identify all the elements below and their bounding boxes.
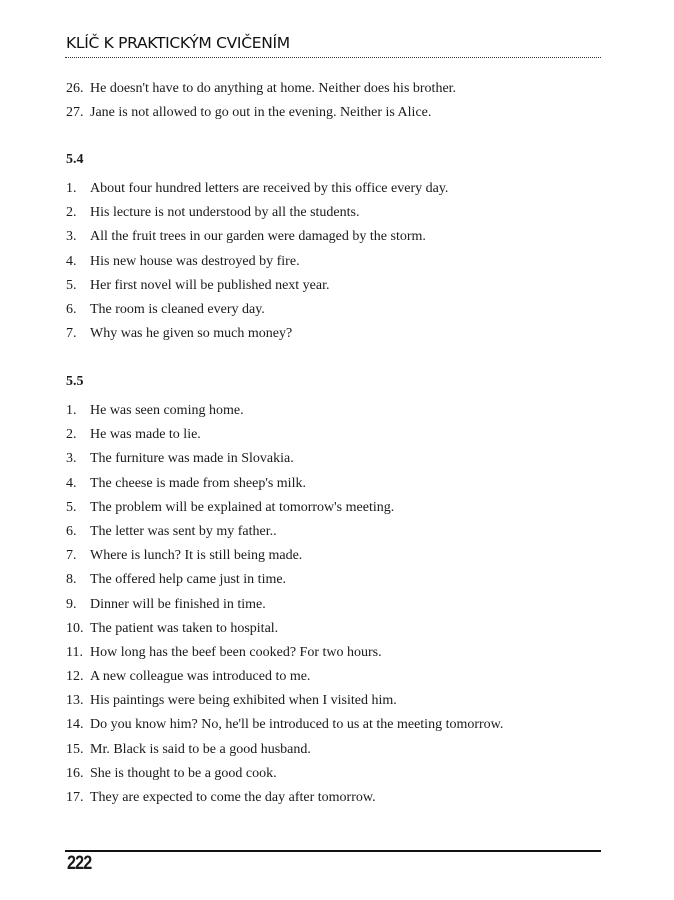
item-text: Mr. Black is said to be a good husband. xyxy=(90,741,311,757)
list-item xyxy=(66,101,456,125)
item-text: About four hundred letters are received by this office every day. xyxy=(90,181,449,196)
list-item xyxy=(66,472,503,496)
list-item xyxy=(66,617,503,641)
item-text: All the fruit trees in our garden were damaged by the storm. xyxy=(90,229,426,245)
item-number: 12. xyxy=(66,669,84,685)
list-item xyxy=(66,713,503,737)
item-number: 7. xyxy=(66,548,77,564)
section-title: 5.4 xyxy=(66,152,84,167)
item-text: The letter was sent by my father.. xyxy=(90,523,277,539)
item-number: 2. xyxy=(66,427,77,443)
section-list xyxy=(66,399,503,810)
item-number: 14. xyxy=(66,717,84,733)
item-number: 6. xyxy=(66,523,77,539)
list-item xyxy=(66,423,503,447)
list-item xyxy=(66,250,448,274)
item-number: 17. xyxy=(66,790,84,805)
list-item xyxy=(66,201,448,225)
item-text: Dinner will be finished in time. xyxy=(90,596,266,612)
intro-list xyxy=(66,77,456,125)
list-item xyxy=(66,496,503,520)
item-number: 27. xyxy=(66,105,84,121)
item-number: 7. xyxy=(66,326,77,342)
item-number: 1. xyxy=(66,181,77,196)
list-item xyxy=(66,447,503,471)
list-item xyxy=(66,593,503,617)
list-item xyxy=(66,641,503,665)
item-text: His paintings were being exhibited when I visited him. xyxy=(90,693,397,709)
item-text: Why was he given so much money? xyxy=(90,326,293,342)
page-number: 222 xyxy=(67,853,92,874)
item-number: 4. xyxy=(66,253,77,269)
list-item xyxy=(66,225,448,249)
item-number: 16. xyxy=(66,765,84,781)
item-text: The problem will be explained at tomorrow's meeting. xyxy=(90,499,395,515)
list-item xyxy=(66,322,448,346)
item-text: He was seen coming home. xyxy=(90,403,244,418)
list-item xyxy=(66,689,503,713)
item-text: How long has the beef been cooked? For two hours. xyxy=(90,644,382,660)
item-number: 10. xyxy=(66,620,84,636)
list-item xyxy=(66,298,448,322)
list-item xyxy=(66,544,503,568)
item-number: 4. xyxy=(66,475,77,491)
item-number: 15. xyxy=(66,741,84,757)
item-number: 3. xyxy=(66,451,77,467)
running-header: KLÍČ K PRAKTICKÝM CVIČENÍM xyxy=(66,34,290,52)
list-item xyxy=(66,274,448,298)
item-number: 2. xyxy=(66,205,77,221)
item-number: 5. xyxy=(66,499,77,515)
list-item xyxy=(66,399,503,423)
list-item xyxy=(66,665,503,689)
item-number: 26. xyxy=(66,81,84,96)
item-text: A new colleague was introduced to me. xyxy=(90,669,311,685)
item-text: Her first novel will be published next year. xyxy=(90,277,330,293)
item-text: He doesn't have to do anything at home. Neither does his brother. xyxy=(90,81,457,96)
header-dotted-divider xyxy=(65,57,601,58)
list-item xyxy=(66,738,503,762)
list-item xyxy=(66,786,503,810)
item-text: She is thought to be a good cook. xyxy=(90,765,277,781)
item-text: The furniture was made in Slovakia. xyxy=(90,451,294,467)
section-list xyxy=(66,177,448,346)
item-number: 6. xyxy=(66,301,77,317)
item-number: 5. xyxy=(66,277,77,293)
item-text: The cheese is made from sheep's milk. xyxy=(90,475,306,491)
item-text: His new house was destroyed by fire. xyxy=(90,253,300,269)
item-text: He was made to lie. xyxy=(90,427,201,443)
list-item xyxy=(66,77,456,101)
item-text: The patient was taken to hospital. xyxy=(90,620,279,636)
item-text: The room is cleaned every day. xyxy=(90,301,265,317)
item-text: Jane is not allowed to go out in the evening. Neither is Alice. xyxy=(90,105,432,121)
section-title: 5.5 xyxy=(66,374,84,389)
item-number: 8. xyxy=(66,572,77,588)
footer-divider xyxy=(65,850,601,852)
list-item xyxy=(66,177,448,201)
item-text: Do you know him? No, he'll be introduced to us at the meeting tomorrow. xyxy=(90,717,504,733)
list-item xyxy=(66,520,503,544)
item-text: Where is lunch? It is still being made. xyxy=(90,548,303,564)
item-number: 13. xyxy=(66,693,84,709)
list-item xyxy=(66,568,503,592)
item-number: 1. xyxy=(66,403,77,418)
item-text: His lecture is not understood by all the students. xyxy=(90,205,360,221)
item-number: 9. xyxy=(66,596,77,612)
item-number: 3. xyxy=(66,229,77,245)
item-text: They are expected to come the day after tomorrow. xyxy=(90,790,376,805)
item-text: The offered help came just in time. xyxy=(90,572,287,588)
item-number: 11. xyxy=(66,644,83,660)
list-item xyxy=(66,762,503,786)
